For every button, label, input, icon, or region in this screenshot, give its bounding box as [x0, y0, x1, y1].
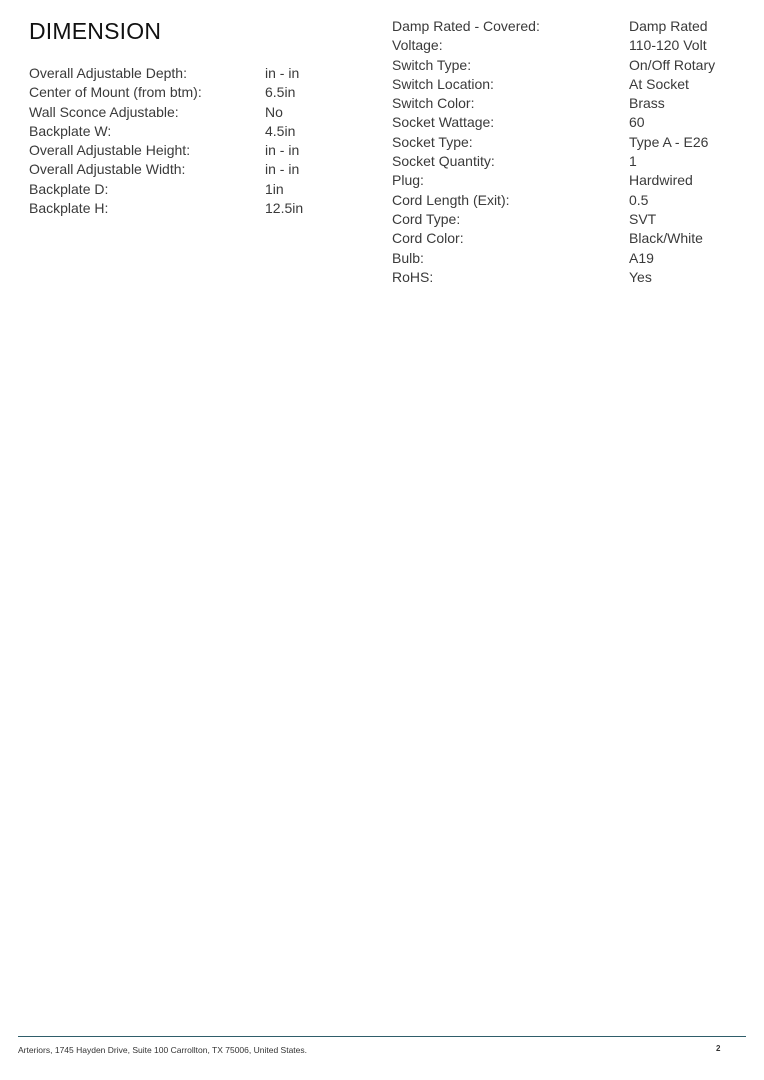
specification-row — [392, 171, 742, 190]
specification-label: Switch Color: — [392, 95, 475, 112]
specification-value: 1 — [629, 153, 637, 170]
dimension-label: Overall Adjustable Depth: — [29, 65, 187, 81]
specification-value: Yes — [629, 268, 652, 285]
dimension-row — [29, 141, 329, 160]
specification-label: Voltage: — [392, 37, 443, 54]
specification-value: Hardwired — [629, 172, 693, 189]
dimension-label: Wall Sconce Adjustable: — [29, 103, 179, 120]
specification-list — [392, 17, 742, 287]
specification-label: Cord Type: — [392, 210, 461, 227]
dimension-label: Backplate H: — [29, 200, 109, 217]
specification-value: Damp Rated — [629, 18, 708, 34]
specification-row — [392, 133, 742, 152]
dimension-value: 12.5in — [265, 200, 304, 217]
specification-label: Socket Quantity: — [392, 153, 495, 170]
dimension-row — [29, 180, 329, 199]
specification-row — [392, 191, 742, 210]
footer-address: Arteriors, 1745 Hayden Drive, Suite 100 Carrollton, TX 75006, United States. — [18, 1045, 307, 1055]
dimension-value: in - in — [265, 142, 300, 159]
specification-value: 60 — [629, 114, 645, 131]
specification-label: Socket Type: — [392, 133, 473, 150]
specification-value: Black/White — [629, 230, 703, 247]
specification-label: Cord Length (Exit): — [392, 191, 510, 208]
dimension-value: in - in — [265, 65, 300, 81]
specification-row — [392, 113, 742, 132]
dimension-label: Overall Adjustable Width: — [29, 161, 186, 178]
specification-row — [392, 17, 742, 36]
dimension-row — [29, 199, 329, 218]
specification-row — [392, 94, 742, 113]
specification-value: 0.5 — [629, 191, 649, 208]
dimension-row — [29, 64, 329, 83]
specification-label: RoHS: — [392, 268, 434, 285]
specification-row — [392, 36, 742, 55]
specification-value: 110-120 Volt — [629, 37, 707, 54]
dimension-row — [29, 103, 329, 122]
specification-row — [392, 210, 742, 229]
dimension-value: 6.5in — [265, 84, 296, 101]
specification-label: Bulb: — [392, 249, 424, 266]
dimension-label: Overall Adjustable Height: — [29, 142, 191, 159]
dimension-row — [29, 160, 329, 179]
dimension-label: Center of Mount (from btm): — [29, 84, 202, 101]
page-number: 2 — [716, 1044, 721, 1053]
dimension-row — [29, 83, 329, 102]
dimension-label: Backplate D: — [29, 180, 109, 197]
footer-divider — [18, 1036, 746, 1037]
specification-label: Switch Location: — [392, 75, 494, 92]
specification-value: At Socket — [629, 75, 689, 92]
page-title: DIMENSION — [29, 18, 162, 44]
specification-row — [392, 152, 742, 171]
dimension-value: 1in — [265, 180, 284, 197]
specification-label: Cord Color: — [392, 230, 464, 247]
specification-row — [392, 56, 742, 75]
specification-row — [392, 249, 742, 268]
specification-label: Socket Wattage: — [392, 114, 495, 131]
specification-label: Switch Type: — [392, 56, 472, 73]
specification-row — [392, 75, 742, 94]
specification-value: Type A - E26 — [629, 133, 709, 150]
specification-row — [392, 229, 742, 248]
specification-value: On/Off Rotary — [629, 56, 716, 73]
specification-row — [392, 268, 742, 287]
specification-value: A19 — [629, 249, 654, 266]
dimension-list — [29, 64, 329, 218]
dimension-value: in - in — [265, 161, 300, 178]
dimension-value: 4.5in — [265, 122, 296, 139]
dimension-label: Backplate W: — [29, 122, 112, 139]
specification-label: Plug: — [392, 172, 424, 189]
specification-label: Damp Rated - Covered: — [392, 18, 540, 34]
dimension-row — [29, 122, 329, 141]
dimension-value: No — [265, 103, 283, 120]
specification-value: Brass — [629, 95, 665, 112]
specification-value: SVT — [629, 210, 657, 227]
